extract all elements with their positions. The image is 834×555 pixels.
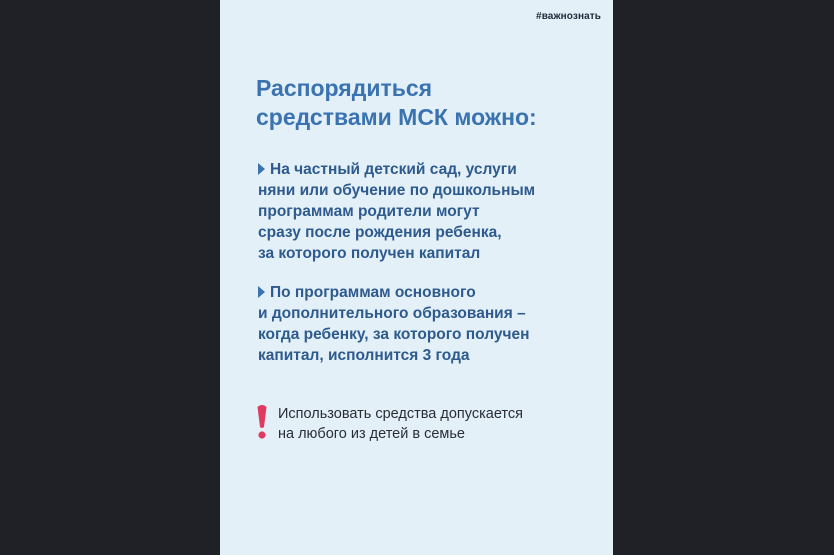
bullet-text: На частный детский сад, услуги няни или обучение по дошкольным программам родители могут сразу после рождения ребенка, за которого получен капитал — [258, 161, 536, 262]
page-title: Распорядиться средствами МСК можно: — [256, 75, 537, 130]
triangle-bullet-icon — [258, 286, 265, 298]
bullet-item-kindergarten — [258, 159, 603, 264]
triangle-bullet-icon — [258, 163, 265, 175]
info-card — [220, 0, 613, 555]
note-text: Использовать средства допускается на любого из детей в семье — [278, 406, 523, 442]
exclamation-icon — [255, 404, 269, 440]
hashtag-label: #важнознать — [536, 11, 601, 22]
bullet-text: По программам основного и дополнительного образования – когда ребенку, за которого получен капитал, исполнится 3 года — [258, 284, 530, 364]
bullet-item-education — [258, 282, 603, 366]
